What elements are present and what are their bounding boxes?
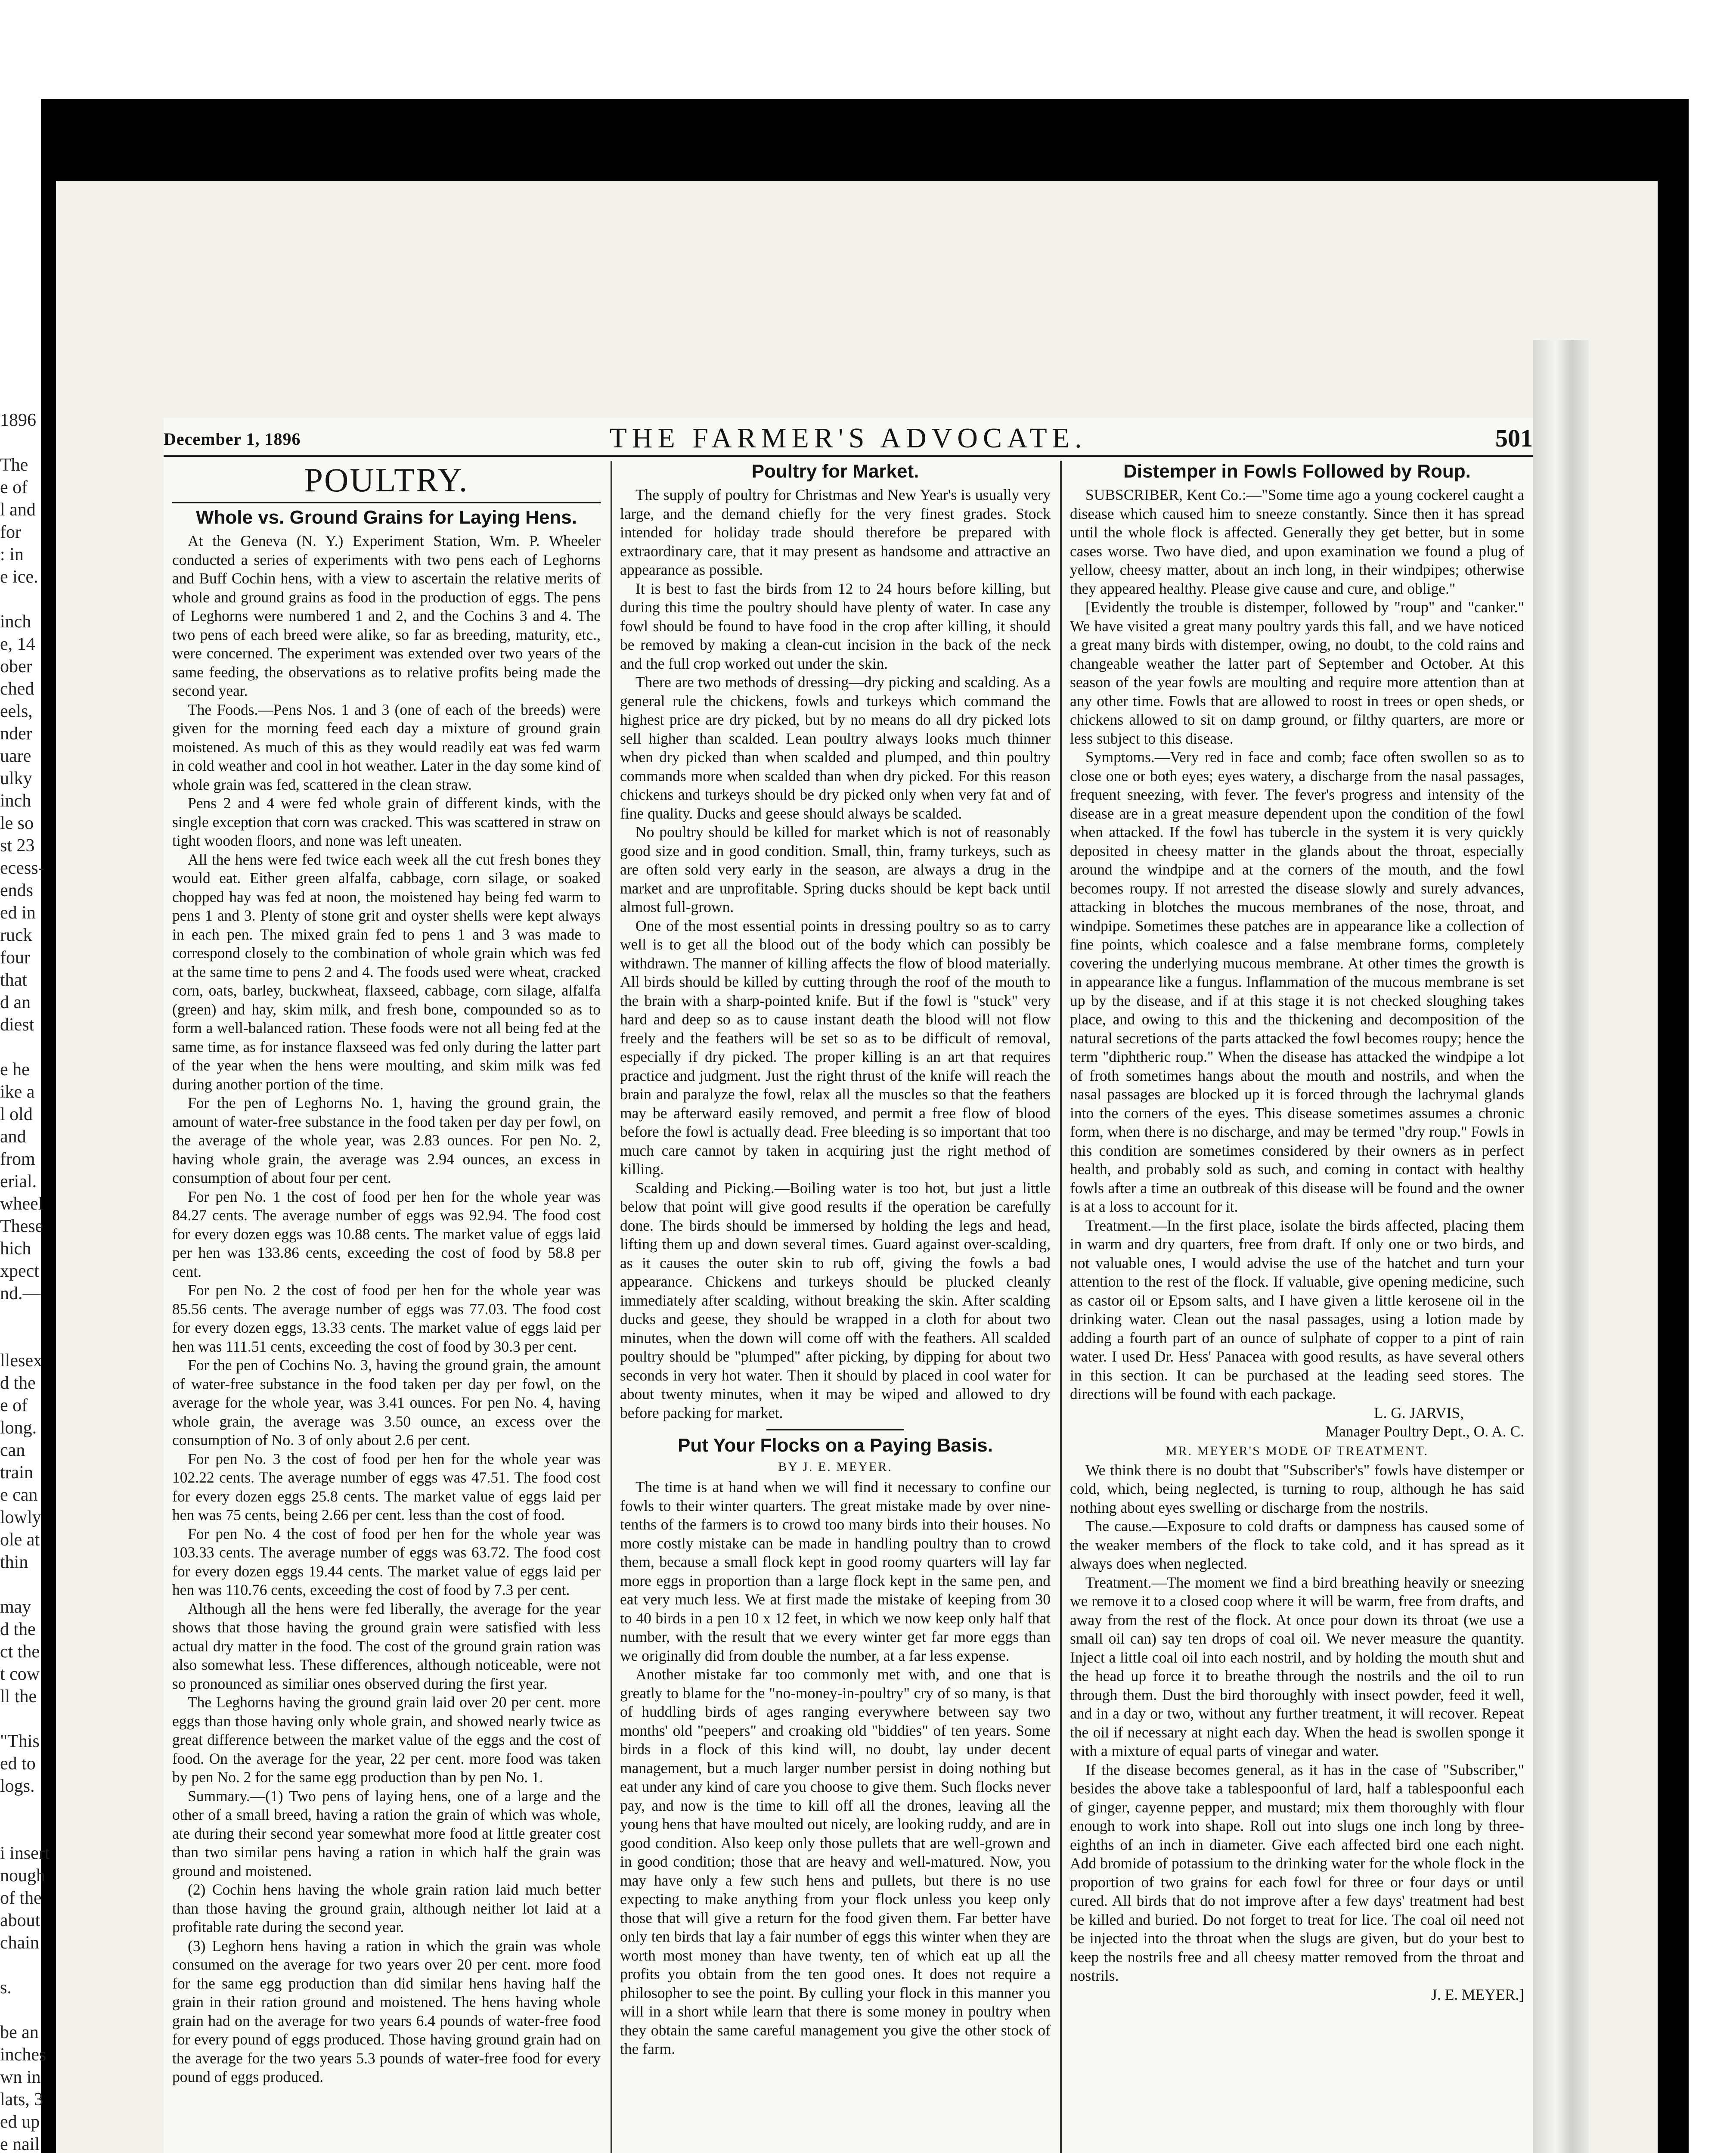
facing-page-line: ed in <box>0 903 36 923</box>
paragraph: Treatment.—The moment we find a bird breathing heavily or sneezing we remove it to a closed coop where it will be warm, free from drafts, and away from the rest of the flock. At once pour down its throat (we use a small oil can) say ten drops of coal oil. We never measure the quantity. Inject a little coal oil into each nostril, and by holding the mouth shut and the head up force it to breathe through the nostrils and the oil to run through them. Dust the bird thoroughly with insect powder, feed it well, and in a day or two, without any further treatment, it will recover. Repeat the oil if necessary at night each day. When the head is swollen sponge it with a mixture of equal parts of vinegar and water. <box>1070 1573 1524 1759</box>
facing-page-line: ike a <box>0 1082 35 1102</box>
facing-page-line: lats, 3 <box>0 2090 43 2110</box>
facing-page-line: e can <box>0 1485 38 1505</box>
facing-page-line: ed to <box>0 1754 36 1774</box>
facing-page-line <box>0 1036 58 1058</box>
issue-date: December 1, 1896 <box>164 429 301 449</box>
facing-page-line <box>0 1305 58 1327</box>
paragraph: For pen No. 2 the cost of food per hen for the whole year was 85.56 cents. The average number of eggs was 77.03. The food cost for every dozen eggs, 13.33 cents. The market value of eggs laid per hen was 111.51 cents, exceeding the cost of food by 30.3 per cent. <box>172 1281 601 1355</box>
facing-page-line: ulky <box>0 769 32 788</box>
facing-page-line: l old <box>0 1104 33 1124</box>
paragraph: Another mistake far too commonly met with, and one that is greatly to blame for the "no-money-in-poultry" cry of so many, is that of huddling birds of ages ranging everywhere between say two months' old "peepers" and croaking old "biddies" of ten years. Some birds in a flock of this kind will, no doubt, lay under decent management, but a much larger number persist in doing nothing but eat under any kind of care you choose to give them. Such flocks never pay, and now is the time to kill off all the drones, leaving all the young hens that have moulted out nicely, are looking ruddy, and are in good condition. Also keep only those pullets that are well-grown and in good condition; those that are heavy and well-matured. Now, you may have only a few such hens and pullets, but there is no use expecting to make anything from your flock unless you keep only those that will give a return for the food given them. Far better have only ten birds that lay a fair number of eggs this winter when they are worth most money than have twenty, ten of which eat up all the profits you obtain from the ten good ones. It does not require a philosopher to see the point. By culling your flock in this manner you will in a short while learn that there is some money in poultry when they obtain the same careful management you give the other stock of the farm. <box>620 1666 1051 2057</box>
facing-page-line: chain <box>0 1933 39 1953</box>
column-rule <box>1060 461 1062 2153</box>
paragraph: For pen No. 4 the cost of food per hen for the whole year was 103.33 cents. The average number of eggs was 63.72. The food cost for every dozen eggs 19.44 cents. The market value of eggs laid per hen was 110.76 cents, exceeding the cost of food by 7.3 per cent. <box>172 1525 601 1598</box>
facing-page-line: i insert <box>0 1843 50 1863</box>
paragraph: The supply of poultry for Christmas and New Year's is usually very large, and the demand chiefly for the very finest grades. Stock intended for holiday trade should therefore be prepared with extraordinary care, that it may present as handsome and attractive an appearance as possible. <box>620 486 1051 578</box>
facing-page-line: about <box>0 1911 40 1930</box>
byline: BY J. E. MEYER. <box>778 1460 893 1474</box>
facing-page-line: from <box>0 1149 35 1169</box>
column-1 <box>172 461 601 2153</box>
facing-page-line: d the <box>0 1619 36 1639</box>
facing-page-line: ct the <box>0 1642 40 1662</box>
facing-page-line: ll the <box>0 1687 37 1706</box>
facing-page-line: and <box>0 1127 26 1147</box>
page-number: 501 <box>1495 424 1533 452</box>
facing-page-line: ober <box>0 657 32 676</box>
facing-page-line: 1896 <box>0 410 36 430</box>
column-rule <box>611 461 612 2153</box>
facing-page-line: wn in <box>0 2067 41 2087</box>
paragraph: If the disease becomes general, as it has in the case of "Subscriber," besides the above take a tablespoonful of lard, half a tablespoonful each of ginger, cayenne pepper, and mustard; mix them thoroughly with flour enough to work into shape. Roll out into slugs one inch long by three-eighths of an inch in diameter. Give each affected bird one each night. Add bromide of potassium to the drinking water for the whole flock in the proportion of two grains for each fowl for three or four days or until cured. All birds that do not improve after a few days' treatment had best be killed and buried. Do not forget to treat for lice. The coal oil need not be injected into the throat when the slugs are given, but do your best to keep the nostrils free and all cheesy matter removed from the throat and nostrils. <box>1070 1761 1524 1984</box>
paragraph: There are two methods of dressing—dry picking and scalding. As a general rule the chickens, fowls and turkeys which command the highest price are dry picked, but by no means do all dry picked lots sell higher than scalded. Lean poultry always looks much thinner when dry picked than when scalded and plumped, and thin poultry commands more when scalded than when dry picked. For this reason chickens and turkeys should be dry picked only when very fat and of fine quality. Ducks and geese should always be scalded. <box>620 673 1051 822</box>
facing-page-line: nd.— <box>0 1284 41 1303</box>
facing-page-line: that <box>0 970 27 990</box>
facing-page-line: ole at <box>0 1530 40 1550</box>
paragraph: For pen No. 3 the cost of food per hen for the whole year was 102.22 cents. The average number of eggs was 47.51. The food cost for every dozen eggs 25.8 cents. The market value of eggs laid per hen was 75 cents, being 2.66 per cent. less than the cost of food. <box>172 1450 601 1523</box>
column-3 <box>1070 461 1524 2153</box>
paragraph: All the hens were fed twice each week all the cut fresh bones they would eat. Either green alfalfa, cabbage, corn silage, or soaked chopped hay was fed at noon, the moistened hay being fed warm to pens 1 and 3. Plenty of stone grit and oyster shells were kept always in each pen. The mixed grain fed to pens 1 and 3 was made to correspond closely to the combination of whole grain which was fed at the same time to pens 2 and 4. The foods used were wheat, cracked corn, oats, barley, buckwheat, flaxseed, cabbage, corn silage, alfalfa (green) and hay, skim milk, and fresh bone, compounded so as to form a well-balanced ration. These foods were not all being fed at the same time, as for instance flaxseed was fed only during the latter part of the year when the hens were moulting, and skim milk was fed during another portion of the time. <box>172 850 601 1093</box>
facing-page-line: eels, <box>0 701 33 721</box>
article-heading: Distemper in Fowls Followed by Roup. <box>1123 461 1471 482</box>
paragraph: At the Geneva (N. Y.) Experiment Station, Wm. P. Wheeler conducted a series of experiments with two pens each of Leghorns and Buff Cochin hens, with a view to ascertain the relative merits of whole and ground grains as food in the production of eggs. The pens of Leghorns were numbered 1 and 2, and the Cochins 3 and 4. The two pens of each breed were alike, so far as breeding, maturity, etc., were concerned. The experiment was extended over two years of the same feeding, the observations as to relative profits being made the second year. <box>172 532 601 699</box>
publication-title: THE FARMER'S ADVOCATE. <box>609 422 1087 454</box>
facing-page-line: ched <box>0 679 34 699</box>
paragraph: The cause.—Exposure to cold drafts or dampness has caused some of the weaker members of the flock to take cold, and it has spread as it always does when neglected. <box>1070 1517 1524 1572</box>
paragraph: [Evidently the trouble is distemper, followed by "roup" and "canker." We have visited a great many poultry yards this fall, and we have noticed a great many birds with distemper, owing, no doubt, to the cold rains and changeable weather the latter part of September and October. At this season of the year fowls are moulting and require more attention than at any other time. Fowls that are allowed to roost in trees or open sheds, or chickens allowed to sit on damp ground, or filthy quarters, are more or less subject to this disease. <box>1070 599 1524 747</box>
facing-page-line: hich <box>0 1239 31 1259</box>
facing-page-line: l and <box>0 500 36 520</box>
facing-page-line <box>0 588 58 611</box>
facing-page-line: nough <box>0 1866 45 1886</box>
facing-page-line: d an <box>0 993 31 1012</box>
facing-page-line <box>0 431 58 454</box>
facing-page-line: le so <box>0 813 34 833</box>
facing-page-line: e, 14 <box>0 634 35 654</box>
facing-page-line: The <box>0 455 28 475</box>
facing-page-line: long. <box>0 1418 37 1438</box>
facing-page-line: st 23 <box>0 836 35 856</box>
facing-page-line: e nail <box>0 2134 40 2153</box>
article-heading: Put Your Flocks on a Paying Basis. <box>678 1435 993 1456</box>
facing-page-line <box>0 1708 58 1730</box>
facing-page-line: inch <box>0 612 31 632</box>
paragraph: For the pen of Leghorns No. 1, having the ground grain, the amount of water-free substance in the food taken per day per fowl, on the average of the whole year, was 2.83 ounces. For pen No. 2, having whole grain, the average was 2.94 ounces, an excess in consumption of about four per cent. <box>172 1094 601 1186</box>
facing-page-line: ends <box>0 881 33 900</box>
paragraph: Although all the hens were fed liberally, the average for the year shows that those having the ground grain were satisfied with less actual dry matter in the food. The cost of the ground grain ration was also somewhat less. These differences, although noticeable, were not so pronounced as similiar ones observed during the first year. <box>172 1600 601 1692</box>
scan-margin-right <box>1689 0 1736 2153</box>
signature: J. E. MEYER.] <box>1431 1985 1524 2003</box>
facing-page-line: lowly <box>0 1508 41 1527</box>
article-body <box>1070 486 1524 1404</box>
paragraph: The Leghorns having the ground grain laid over 20 per cent. more eggs than those having only whole grain, and showed nearly twice as great difference between the market value of the eggs and the cost of food. On the average for the year, 22 per cent. more food was taken by pen No. 2 for the same egg production than by pen No. 1. <box>172 1694 601 1786</box>
article-body <box>172 532 601 2087</box>
facing-page-line: inch <box>0 791 31 811</box>
paragraph: Treatment.—In the first place, isolate the birds affected, placing them in warm and dry quarters, free from draft. If only one or two birds, and not valuable ones, I would advise the use of the hatchet and turn your attention to the rest of the flock. If valuable, give opening medicine, such as castor oil or Epsom salts, and I have given a little kerosene oil in the drinking water. Clean out the nasal passages, using a lotion made by adding a fourth part of an ounce of sulphate of copper to a pint of rain water. I used Dr. Hess' Panacea with good results, as have several others in this section. It can be purchased at the leading seed stores. The directions will be found with each package. <box>1070 1216 1524 1402</box>
facing-page-line: of the <box>0 1888 42 1908</box>
facing-page-line: wheel <box>0 1194 43 1214</box>
article-heading: Whole vs. Ground Grains for Laying Hens. <box>195 507 577 528</box>
paragraph: No poultry should be killed for market which is not of reasonably good size and in good condition. Small, thin, framy turkeys, such as are often sold very early in the season, are always a drug in the market and are unprofitable. Spring ducks should be kept back until almost full-grown. <box>620 823 1051 915</box>
facing-page-line: may <box>0 1597 31 1617</box>
facing-page-line: llesex <box>0 1351 42 1371</box>
column-2 <box>620 461 1051 2153</box>
facing-page-line: xpect <box>0 1261 39 1281</box>
facing-page-line: ed up <box>0 2112 40 2132</box>
facing-page-line: ruck <box>0 925 32 945</box>
paragraph: We think there is no doubt that "Subscriber's" fowls have distemper or cold, which, being neglected, is turning to roup, although he has said nothing about eyes swelling or discharge from the nostrils. <box>1070 1461 1524 1516</box>
facing-page-line <box>0 1820 58 1842</box>
facing-page-line: four <box>0 948 30 968</box>
section-heading: POULTRY. <box>172 461 601 503</box>
facing-page-line: can <box>0 1440 25 1460</box>
signature-name: L. G. JARVIS, <box>1373 1404 1464 1421</box>
facing-page-line: inches <box>0 2045 46 2065</box>
paragraph: SUBSCRIBER, Kent Co.:—"Some time ago a young cockerel caught a disease which caused him to sneeze constantly. Since then it has spread until the whole flock is affected. Generally they get better, but in some cases worse. Two have died, and upon examination we found a plug of yellow, cheesy matter, about an inch long, in their windpipes; otherwise they appeared healthy. Please give cause and cure, and oblige." <box>1070 486 1524 597</box>
facing-page-line <box>0 1954 58 1976</box>
subheading: MR. MEYER'S MODE OF TREATMENT. <box>1165 1443 1429 1458</box>
paragraph: Summary.—(1) Two pens of laying hens, one of a large and the other of a small breed, having a ration the grain of which was whole, ate during their second year somewhat more food at little greater cost than two similar pens having a ration in which half the grain was ground and moistened. <box>172 1787 601 1880</box>
paragraph: Scalding and Picking.—Boiling water is too hot, but just a little below that point will give good results if the operation be carefully done. The birds should be immersed by holding the legs and head, lifting them up and down several times. Guard against over-scalding, as it causes the outer skin to rub off, giving the fowls a bad appearance. Chickens and turkeys should be plucked cleanly immediately after scalding, without breaking the skin. After scalding ducks and geese, they should be wrapped in a cloth for about two minutes, when the down will come off with the feathers. All scalded poultry should be "plumped" after picking, by dipping for about two seconds in very hot water. Then it should by placed in cool water for about twenty minutes, when it may be wiped and allowed to dry before packing for market. <box>620 1179 1051 1421</box>
signature-title: Manager Poultry Dept., O. A. C. <box>1325 1423 1524 1440</box>
paragraph: One of the most essential points in dressing poultry so as to carry well is to get all the blood out of the body which can possibly be withdrawn. The manner of killing affects the flow of blood materially. All birds should be killed by cutting through the roof of the mouth to the brain with a sharp-pointed knife. But if the fowl is "stuck" very hard and deep so as to cause instant death the blood will not flow freely and the feathers will be set so as to be difficult of removal, especially if dry picked. The proper killing is an art that requires practice and judgment. Just the right thrust of the knife will reach the brain and paralyze the fowl, relax all the muscles so that the feathers may be afterward easily removed, and permit a free flow of blood before the fowl is actually dead. Free bleeding is so important that too much care cannot by taken in acquiring just the right method of killing. <box>620 917 1051 1178</box>
facing-page-line: thin <box>0 1552 28 1572</box>
paragraph: The Foods.—Pens Nos. 1 and 3 (one of each of the breeds) were given for the morning feed each day a mixture of ground grain moistened. As much of this as they would readily eat was fed warm in cold weather and cool in hot weather. Later in the day some kind of whole grain was fed, scattered in the clean straw. <box>172 701 601 793</box>
facing-page-line: be an <box>0 2023 39 2042</box>
facing-page-line: e ice. <box>0 567 38 587</box>
facing-page-line: t cow <box>0 1664 40 1684</box>
paragraph: It is best to fast the birds from 12 to 24 hours before killing, but during this time the poultry should have plenty of water. In case any fowl should be found to have food in the crop after killing, it should be removed by making a clean-cut incision in the back of the neck and the full crop worked out under the skin. <box>620 580 1051 672</box>
facing-page-line: "This <box>0 1731 40 1751</box>
facing-page-line: nder <box>0 724 32 744</box>
facing-page-line: uare <box>0 746 31 766</box>
facing-page-line: s. <box>0 1978 12 1998</box>
facing-page-line: These <box>0 1216 43 1236</box>
paragraph: (2) Cochin hens having the whole grain ration laid much better than those having the ground grain, although neither lot laid at a profitable rate during the second year. <box>172 1881 601 1936</box>
page-edge <box>1533 340 1589 2153</box>
facing-page-line <box>0 1327 58 1350</box>
facing-page-line <box>0 1573 58 1596</box>
facing-page-line: erial. <box>0 1172 37 1191</box>
facing-page-line: d the <box>0 1373 36 1393</box>
facing-page-line: e he <box>0 1060 30 1080</box>
paragraph: (3) Leghorn hens having a ration in which the grain was whole consumed on the average for two years over 20 per cent. more food for the same egg production than did similar hens having half the grain in their ration ground and moistened. The hens having whole grain had on the average for two years 6.4 pounds of water-free food for every pound of eggs produced. Those having ground grain had on the average for the two years 5.3 pounds of water-free food for every pound of eggs produced. <box>172 1937 601 2085</box>
facing-page-text-strip <box>0 409 58 2153</box>
paragraph: Symptoms.—Very red in face and comb; face often swollen so as to close one or both eyes; eyes watery, a discharge from the nasal passages, frequent sneezing, with fever. The fever's progress and intensity of the disease are in a great measure dependent upon the condition of the fowl when attacked. If the fowl has tubercle in the system it is very quickly deposited in cheesy matter in the glands about the throat, especially around the windpipe and at the corners of the mouth, and the fowl becomes roupy. If not arrested the disease slowly and surely advances, attacking in blotches the mucous membranes of the nose, throat, and windpipe. Sometimes these patches are in appearance like a collection of fine points, which coalesce and a false membrane forms, completely covering the underlying mucous membrane. At other times the growth is in appearance like a fungus. Inflammation of the mucous membrane is set up by the disease, and if at this stage it is not checked sloughing takes place, and owing to this and the thickening and decomposition of the natural secretions of the parts attacked the fowl becomes roupy; hence the term "diphtheric roup." When the disease has attacked the windpipe a lot of froth sometimes hangs about the mouth and nostrils, and when the nasal passages are blocked up it is forced through the lachrymal glands into the corners of the eyes. This disease sometimes assumes a chronic form, when there is no discharge, and may be termed "dry roup." Fowls in this condition are sometimes considered by their owners as in perfect health, and probably sold as such, and coming in contact with healthy fowls after a time an outbreak of this disease will be found and the owner is at a loss to account for it. <box>1070 748 1524 1215</box>
paragraph: For the pen of Cochins No. 3, having the ground grain, the amount of water-free substance in the food taken per day per fowl, on the average for the whole year, was 3.41 ounces. For pen No. 4, having whole grain, the average was 3.50 ounce, an excess over the consumption of No. 3 of only about 2.6 per cent. <box>172 1356 601 1449</box>
header-rule <box>164 455 1533 457</box>
facing-page-line: : in <box>0 545 24 565</box>
facing-page-line: train <box>0 1463 33 1483</box>
scan-margin-top <box>0 0 1736 99</box>
facing-page-line <box>0 1999 58 2021</box>
running-head <box>164 422 1533 452</box>
facing-page-line: diest <box>0 1015 34 1035</box>
facing-page-line: for <box>0 522 21 542</box>
article-body <box>620 1478 1051 2059</box>
facing-page-line <box>0 1797 58 1820</box>
paragraph: For pen No. 1 the cost of food per hen for the whole year was 84.27 cents. The average number of eggs was 92.94. The food cost for every dozen eggs was 10.88 cents. The market value of eggs laid per hen was 133.86 cents, exceeding the cost of food by 58.8 per cent. <box>172 1188 601 1280</box>
facing-page-line: ecess- <box>0 858 44 878</box>
paragraph: The time is at hand when we will find it necessary to confine our fowls to their winter quarters. The great mistake made by over nine-tenths of the farmers is to crowd too many birds into their houses. No more costly mistake can be made in handling poultry than to crowd them, because a small flock kept in good roomy quarters will lay far more eggs in proportion than a large flock kept in the same pen, and eat very much less. We at first made the mistake of keeping from 30 to 40 birds in a pen 10 x 12 feet, in which we now keep only half that number, with the result that we every winter get far more eggs than we originally did from double the number, at a far less expense. <box>620 1478 1051 1664</box>
newspaper-page <box>164 418 1533 2153</box>
facing-page-line: logs. <box>0 1776 35 1796</box>
facing-page-line: e of <box>0 478 28 497</box>
facing-page-line: e of <box>0 1396 28 1415</box>
article-body <box>620 486 1051 1422</box>
paragraph: Pens 2 and 4 were fed whole grain of different kinds, with the single exception that corn was cracked. This was scattered in straw on tight wooden floors, and none was left uneaten. <box>172 794 601 849</box>
article-body <box>1070 1461 1524 1985</box>
article-divider <box>766 1429 904 1430</box>
article-heading: Poultry for Market. <box>751 461 919 482</box>
